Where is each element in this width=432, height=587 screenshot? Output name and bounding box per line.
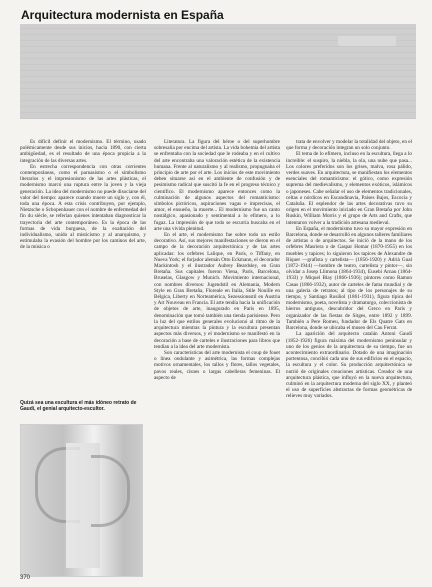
photo-caption: Quizá sea una escultura el más idóneo retrato de Gaudí, el genial arquitecto-escultor. [20,400,137,412]
text-column-2 [154,139,280,381]
text-column-1 [20,139,146,251]
header-image-band [20,24,416,119]
gaudi-sculpture-photo [20,424,143,577]
sculpture-curve-right [91,455,130,527]
band-headline-block [338,36,396,46]
page-number: 370 [20,575,31,581]
paragraph: En el arte, el modernismo fue sobre todo un estilo decorativo. Así, sus mejores manifestaciones se dieron en el campo de la decoración arquitectónica y de las artes aplicadas: los orfebres Lalique, en París, o Tiffany, en Nueva York; el forjador alemán Otto Eckmann, el decorador Mackintosh y el ilustrador Aubrey Beardsley, en Gran Bretaña. Sus capitales fueron Viena, París, Barcelona, Bruselas, Glasgow y Munich. Movimiento internacional, con nombres diversos: Jugendstil en Alemania, Modern Style en Gran Bretaña, Floreale en Italia, Stile Nouille en Bélgica, Liberty en Norteamérica, Sezessionsstil en Austria y Art Nouveau en Francia. El arte tendía hacia la unificación de objetos de arte, inaugurado en París en 1895, denominación que tomó también una tienda parisiense. Pero la luz del que estilos generales evolucionó al ritmo de la arquitectura mientras la pintura y la escultura presentan aspectos más diversos, y el modernismo se manifestó en la decoración a base de carteles e ilustraciones para libros que tendían a la idea del arte modernista. [154,232,280,350]
paragraph: En España, el modernismo tuvo su mayor expresión en Barcelona, donde se desarrolló en algunos talleres familiares de artistas o de arquitectos. Se inició de la mano de los orfebres Masriera o de Gaspar Homar (1870-1955) en los muebles y tapices; lo siguieron los tapices de Alexandre de Riquer —grafista y cartelista— (1856-1920) y Adrià Gual (1872-1944) —hombre de teatro, cartelista y pintor—, sin olvidar a Josep Llimona (1864-1934), Eusebi Arnau (1864-1933) y Miquel Blay (1866-1936); pintores como Ramon Casas (1866-1932), autor de carteles de fama mundial y de una galería de retratos; al tipo de los personajes de su tiempo, y Santiago Rusiñol (1861-1931), figura típica del modernismo, poeta, novelista y dramaturgo, coleccionista de hierros antiguos, descubridor del Greco en París y organizador de las fiestas de Sitges, entre 1892 y 1899. También a Pere Romeu, fundador de Els Quatre Gats en Barcelona, donde se ubicaba el museo del Cau Ferrat. [286,225,412,332]
paragraph: El tema de lo efímero, incluso en la escultura, llega a lo increíble: el suspiro, la niebla, la ola, una nube que pasa... Los colores preferidos son los grises, malva, rosa pálido, verdes suaves. En arquitectura, se manifiestan los elementos esenciales del romanticismo: el gótico, como expresión suprema del medievalismo, y elementos exóticos, islámicos o japoneses. Cabe señalar el uso de elementos tradicionales, celtas o nórdicos en Escandinavia, Países Bajos, Escocia y Cataluña. El esplendor de las artes decorativas tuvo su origen en el movimiento iniciado en Gran Bretaña por John Ruskin, William Morris y el grupo de Arts and Crafts, que intentaron volver a la tradición artesana medieval. [286,151,412,226]
paragraph: Es difícil definir el modernismo. El término, usado polémicamente desde sus inicios, hacia 1890, con cierta ambigüedad, es el resultado de una época propicia a la integración de las diversas artes. [20,139,146,164]
paragraph: Literatura. La figura del héroe o del superhombre sobresalía por encima del artista. La vida bohemia del artista se enfrentaba con la sociedad que le rodeaba y en el cultivo del arte encontraba una valoración estética de la existencia humana. Frente al naturalismo y al realismo, propugnaba el principio de arte por el arte. Los inicios de este movimiento deben situarse así en el ambiente de confusión y de pesimismo radical que suscitó la fe en el progreso técnico y científico. El modernismo aparece entonces como la culminación de algunos aspectos del romanticismo: símbolos pictóricos, aspiraciones vagas e imprecisas, el amor, el ensueño, la muerte... El modernismo fue un canto nostálgico, apasionado y sentimental a lo efímero, a lo fugaz. La impresión de que todo se escurría buscaba en el arte una vivida plenitud. [154,139,280,232]
paragraph: Son características del arte modernista el coup de fouet o línea ondulante y asimétrica, las formas complejas motivos ornamentales, los tallos y flores, tallos vegetales, pavos reales, cisnes o largas cabelleras femeninas. El aspecto de [154,349,280,381]
paragraph: La aparición del arquitecto catalán Antoni Gaudí (1852-1926) figura máxima del modernismo peninsular y uno de los genios de la arquitectura de su tiempo, fue un acontecimiento extraordinario. Dotado de una imaginación portentosa, concibió cada uno de sus edificios en el espacio, la escultura y el color. Su producción arquitectónica se nutrió de originales creaciones artísticas. Creador de una arquitectura plástica, que influyó en la nueva arquitectura, culminó en la arquitectura moderna del siglo XX, y planteó el uso de superficies abstractas de formas geométricas de relieves muy variados. [286,331,412,400]
paragraph: En estrecha correspondencia con otras corrientes contemporáneas, como el parnasismo o el simbolismo literarios y el impresionismo de las artes plásticas, el modernismo marcó una ruptura entre la joven y la vieja generación. La idea del modernismo no puede disociarse del valor del tiempo: aparece cuando muere un siglo y, con él, toda una época. A esta crisis contribuyen, por ejemplo, Nietzsche o Schopenhauer con el nombre de enfermedad del fin du siècle, se referían quienes intentaban diagnosticar la trayectoria del arte contemporáneo. Es la época de las formas de vida burguesa, de la exaltación del individualismo, unido al misticismo y al anarquismo, y estimulaba la evasión del hombre por los caminos del arte, de la música o [20,163,146,251]
page-title: Arquitectura modernista en España [21,8,224,22]
text-column-3 [286,139,412,400]
paragraph: trata de envolver y modelar la totalidad del objeto, en el que forma y decoración integran un solo conjunto. [286,139,412,152]
